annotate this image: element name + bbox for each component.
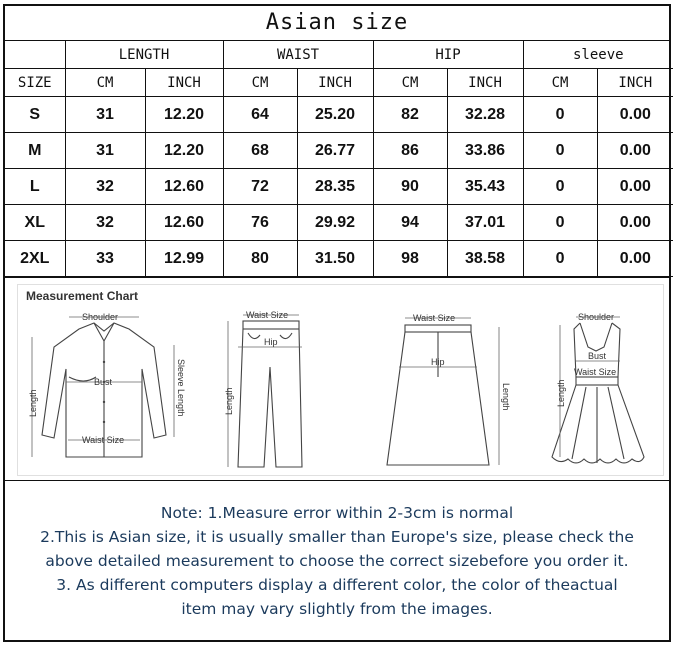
hip-cm-cell: 86 — [373, 133, 447, 169]
table-row — [5, 169, 673, 205]
sleeve-cm-cell: 0 — [523, 169, 597, 205]
waist-cm-cell: 64 — [223, 97, 297, 133]
skirt-diagram — [373, 307, 513, 472]
group-hip: HIP — [373, 41, 523, 69]
length-cm-cell: 31 — [65, 97, 145, 133]
sleeve-inch-cell: 0.00 — [597, 241, 673, 277]
pants-length-label: Length — [224, 387, 234, 415]
shirt-length-label: Length — [28, 389, 38, 417]
size-header: SIZE — [5, 69, 65, 97]
hip-inch-cell: 32.28 — [447, 97, 523, 133]
shirt-bust-label: Bust — [94, 377, 113, 387]
sleeve-inch-cell: 0.00 — [597, 169, 673, 205]
table-row — [5, 205, 673, 241]
measurement-chart — [5, 277, 669, 481]
group-length: LENGTH — [65, 41, 223, 69]
hip-cm-cell: 82 — [373, 97, 447, 133]
shirt-icon — [24, 307, 184, 472]
sleeve-inch-cell: 0.00 — [597, 205, 673, 241]
dress-shoulder-label: Shoulder — [578, 312, 615, 322]
hip-cm-cell: 98 — [373, 241, 447, 277]
hip-inch-cell: 35.43 — [447, 169, 523, 205]
size-cell: S — [5, 97, 65, 133]
waist-inch-cell: 26.77 — [297, 133, 373, 169]
size-cell: M — [5, 133, 65, 169]
shirt-diagram — [24, 307, 184, 472]
pants-diagram — [208, 307, 308, 472]
waist-inch-cell: 29.92 — [297, 205, 373, 241]
note-line: item may vary slightly from the images. — [181, 600, 493, 618]
length-inch-cell: 12.60 — [145, 169, 223, 205]
dress-length-label: Length — [556, 379, 566, 407]
sleeve-inch-cell: 0.00 — [597, 97, 673, 133]
size-cell: XL — [5, 205, 65, 241]
sleeve-inch-header: INCH — [597, 69, 673, 97]
sleeve-inch-cell: 0.00 — [597, 133, 673, 169]
size-chart-sheet — [3, 4, 671, 642]
length-inch-cell: 12.20 — [145, 97, 223, 133]
sleeve-cm-cell: 0 — [523, 97, 597, 133]
skirt-icon — [373, 307, 513, 472]
waist-inch-cell: 31.50 — [297, 241, 373, 277]
skirt-hip-label: Hip — [431, 357, 445, 367]
waist-cm-cell: 68 — [223, 133, 297, 169]
length-cm-cell: 33 — [65, 241, 145, 277]
table-row — [5, 241, 673, 277]
table-row — [5, 133, 673, 169]
length-cm-header: CM — [65, 69, 145, 97]
hip-inch-cell: 33.86 — [447, 133, 523, 169]
sleeve-cm-header: CM — [523, 69, 597, 97]
sleeve-cm-cell: 0 — [523, 241, 597, 277]
length-cm-cell: 32 — [65, 169, 145, 205]
dress-icon — [538, 307, 658, 472]
waist-inch-cell: 25.20 — [297, 97, 373, 133]
table-group-header — [5, 41, 673, 69]
note-line: 2.This is Asian size, it is usually smaller than Europe's size, please check the — [40, 528, 634, 546]
group-sleeve: sleeve — [523, 41, 673, 69]
length-cm-cell: 31 — [65, 133, 145, 169]
table-row — [5, 97, 673, 133]
shirt-shoulder-label: Shoulder — [82, 312, 119, 322]
length-inch-cell: 12.20 — [145, 133, 223, 169]
page-title: Asian size — [5, 6, 669, 41]
size-cell: L — [5, 169, 65, 205]
length-inch-header: INCH — [145, 69, 223, 97]
note-line: 3. As different computers display a different color, the color of theactual — [56, 576, 618, 594]
skirt-length-label: Length — [501, 383, 511, 411]
length-inch-cell: 12.99 — [145, 241, 223, 277]
measurement-chart-panel — [17, 284, 664, 476]
measurement-chart-title: Measurement Chart — [26, 289, 139, 303]
dress-bust-label: Bust — [588, 351, 607, 361]
length-inch-cell: 12.60 — [145, 205, 223, 241]
hip-cm-header: CM — [373, 69, 447, 97]
waist-cm-cell: 76 — [223, 205, 297, 241]
pants-waist-label: Waist Size — [246, 310, 289, 320]
shirt-sleeve-label: Sleeve Length — [176, 359, 186, 417]
length-cm-cell: 32 — [65, 205, 145, 241]
waist-inch-header: INCH — [297, 69, 373, 97]
waist-inch-cell: 28.35 — [297, 169, 373, 205]
table-unit-header — [5, 69, 673, 97]
size-cell: 2XL — [5, 241, 65, 277]
notes-section — [5, 481, 669, 621]
hip-inch-header: INCH — [447, 69, 523, 97]
pants-hip-label: Hip — [264, 337, 278, 347]
sleeve-cm-cell: 0 — [523, 133, 597, 169]
shirt-waist-label: Waist Size — [82, 435, 125, 445]
skirt-waist-label: Waist Size — [413, 313, 456, 323]
hip-inch-cell: 37.01 — [447, 205, 523, 241]
hip-cm-cell: 90 — [373, 169, 447, 205]
hip-inch-cell: 38.58 — [447, 241, 523, 277]
hip-cm-cell: 94 — [373, 205, 447, 241]
pants-icon — [208, 307, 308, 472]
dress-diagram — [538, 307, 658, 472]
empty-corner-cell — [5, 41, 65, 69]
size-table — [5, 41, 673, 277]
waist-cm-cell: 72 — [223, 169, 297, 205]
sleeve-cm-cell: 0 — [523, 205, 597, 241]
note-line: above detailed measurement to choose the correct sizebefore you order it. — [45, 552, 629, 570]
note-line: Note: 1.Measure error within 2-3cm is normal — [160, 504, 514, 522]
waist-cm-cell: 80 — [223, 241, 297, 277]
group-waist: WAIST — [223, 41, 373, 69]
dress-waist-label: Waist Size — [574, 367, 617, 377]
waist-cm-header: CM — [223, 69, 297, 97]
